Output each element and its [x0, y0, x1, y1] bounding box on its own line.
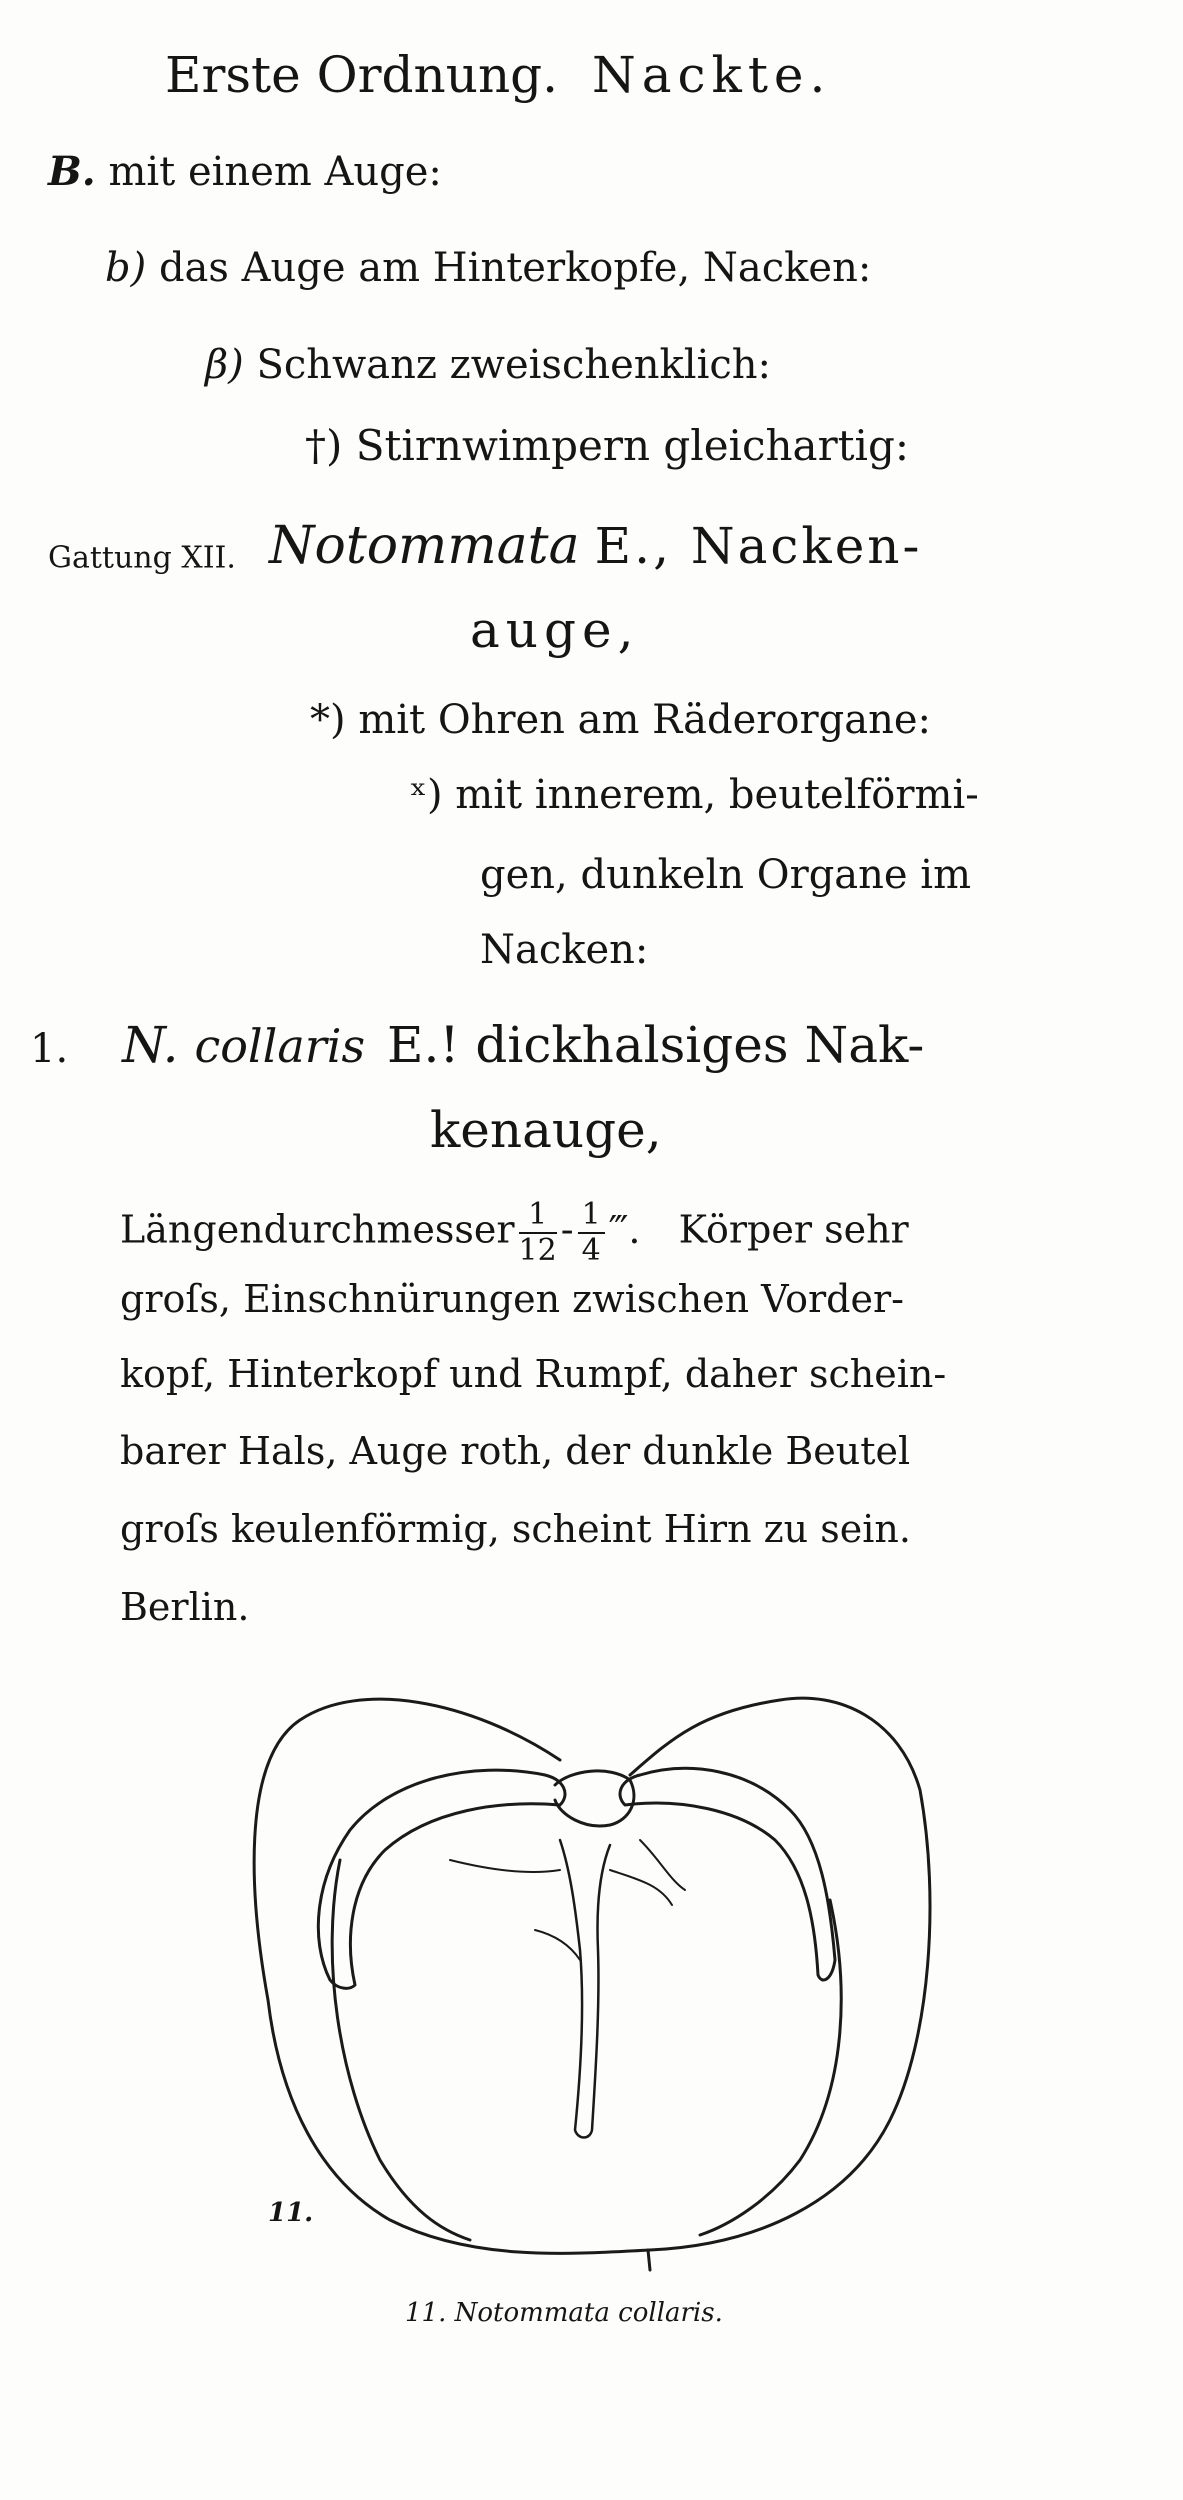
- subgroup-ears: *) mit Ohren am Räderorgane:: [310, 697, 931, 743]
- genus-author: E., Nacken-: [594, 517, 923, 575]
- genus-label: Gattung XII.: [48, 540, 236, 576]
- species-number: 1.: [30, 1026, 69, 1072]
- key-beta-letter: β): [205, 342, 244, 388]
- fraction-twelfth-den: 12: [518, 1233, 557, 1268]
- key-b-upper-letter: B.: [48, 148, 96, 195]
- description-length-label: Längendurchmesser: [120, 1207, 515, 1252]
- description-line5: groſs keulenförmig, scheint Hirn zu sein.: [120, 1507, 911, 1551]
- plate-mark: 11.: [268, 2198, 314, 2228]
- internal-strand-left: [450, 1860, 560, 1872]
- key-beta-text: Schwanz zweischenklich:: [256, 342, 772, 388]
- left-ear: [318, 1770, 565, 1988]
- fraction-twelfth-num: 1: [519, 1200, 557, 1234]
- genus-common-cont: auge,: [470, 601, 640, 659]
- description-line6: Berlin.: [120, 1585, 250, 1629]
- description-line4: barer Hals, Auge roth, der dunkle Beutel: [120, 1429, 911, 1473]
- heading-group: Nackte.: [591, 46, 832, 104]
- subgroup-inner-line2: gen, dunkeln Organe im: [480, 852, 972, 898]
- fraction-quarter-den: 4: [581, 1233, 601, 1268]
- description-line2: groſs, Einschnürungen zwischen Vorder-: [120, 1277, 904, 1321]
- internal-strand-right: [610, 1870, 672, 1905]
- inner-contour-right: [700, 1900, 841, 2235]
- species-cont: kenauge,: [430, 1101, 662, 1159]
- subgroup-inner-line1: ˣ) mit innerem, beutelförmi-: [410, 772, 979, 818]
- genus-name: Notommata: [269, 516, 580, 576]
- species-rest: E.! dickhalsiges Nak-: [386, 1016, 925, 1074]
- figure-caption: 11. Notommata collaris.: [405, 2298, 723, 2328]
- fraction-dash: -: [560, 1207, 574, 1252]
- species-abbrev: N.: [122, 1016, 179, 1074]
- key-b-upper-text: mit einem Auge:: [108, 149, 442, 195]
- heading-order: Erste Ordnung.: [165, 46, 559, 104]
- key-b-lower-text: das Auge am Hinterkopfe, Nacken:: [158, 245, 872, 291]
- right-ear: [620, 1768, 835, 1980]
- caudal-stub: [648, 2250, 650, 2270]
- key-dagger: †) Stirnwimpern gleichartig:: [305, 421, 910, 470]
- key-b-lower-letter: b): [105, 245, 147, 291]
- subgroup-inner-line3: Nacken:: [480, 927, 649, 973]
- description-body-label: Körper sehr: [678, 1207, 909, 1252]
- fraction-quarter-num: 1: [578, 1200, 605, 1234]
- description-line3: kopf, Hinterkopf und Rumpf, daher schein-: [120, 1352, 947, 1396]
- internal-strand-mid: [535, 1930, 580, 1960]
- neck-sac: [560, 1840, 610, 2138]
- length-unit: ‴.: [608, 1207, 641, 1252]
- species-name: collaris: [194, 1019, 366, 1073]
